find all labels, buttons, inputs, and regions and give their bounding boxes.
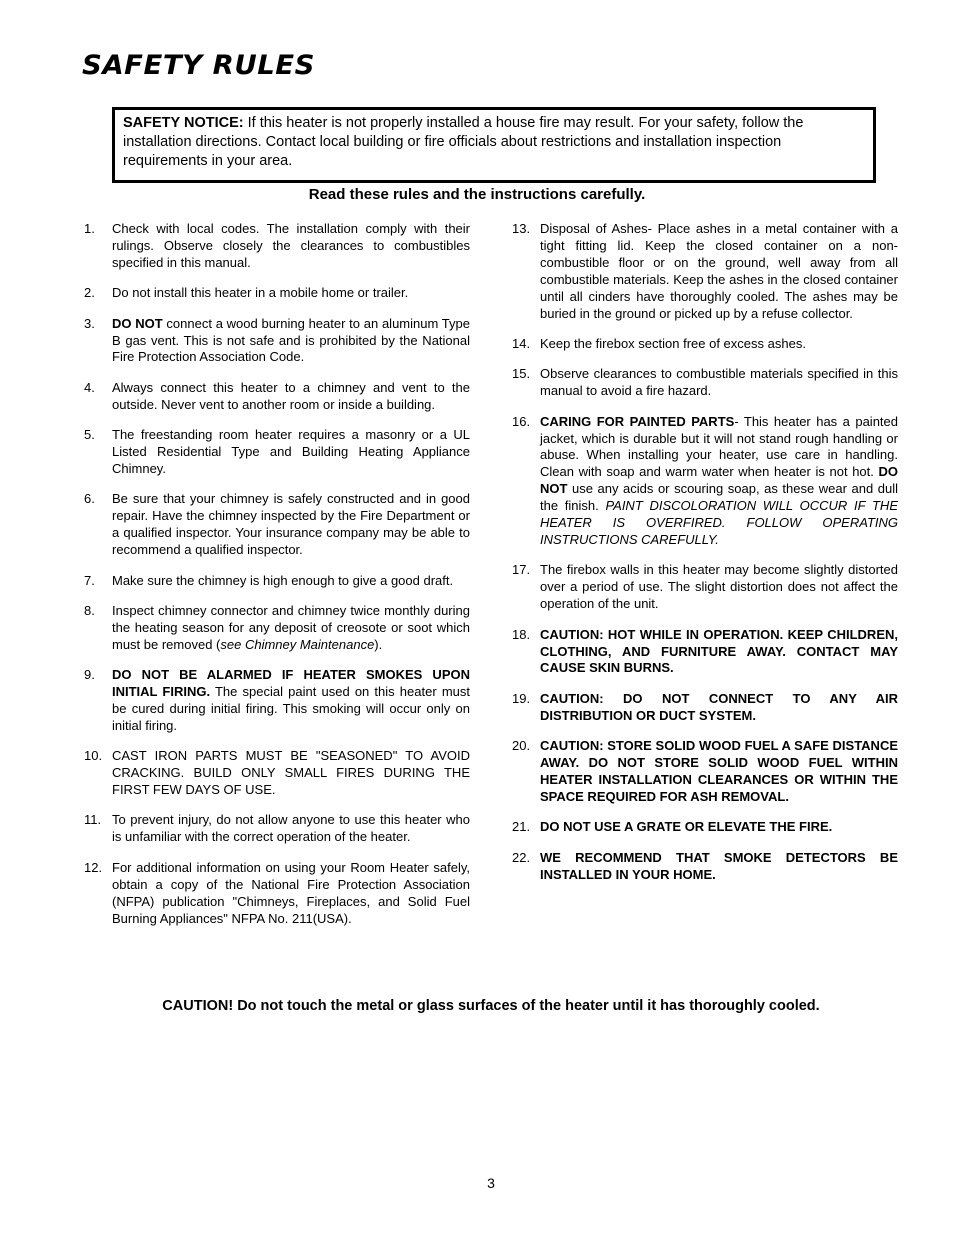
rule-item [512, 414, 898, 549]
rule-number: 3. [84, 315, 95, 331]
rule-number: 4. [84, 379, 95, 395]
rule-number: 13. [512, 221, 531, 236]
rule-text: Observe clearances to combustible materials specified in this manual to avoid a fire hazard. [540, 366, 898, 399]
rule-text: CAUTION: HOT WHILE IN OPERATION. KEEP CHILDREN, CLOTHING, AND FURNITURE AWAY. CONTACT MAY CAUSE SKIN BURNS. [540, 626, 898, 676]
rule-text: Do not install this heater in a mobile home or trailer. [112, 285, 409, 301]
rule-text: WE RECOMMEND THAT SMOKE DETECTORS BE INSTALLED IN YOUR HOME. [540, 849, 898, 882]
rule-item [512, 221, 898, 322]
rule-text: CAUTION: DO NOT CONNECT TO ANY AIR DISTRIBUTION OR DUCT SYSTEM. [540, 690, 898, 723]
rule-item [512, 738, 898, 806]
right-rules-column [512, 221, 898, 897]
rule-number: 15. [512, 366, 531, 382]
rule-number: 11. [84, 812, 102, 828]
left-rules-column [84, 221, 470, 941]
caution-footer: CAUTION! Do not touch the metal or glass surfaces of the heater until it has thoroughly cooled. [162, 998, 820, 1014]
rule-text: DO NOT connect a wood burning heater to an aluminum Type B gas vent. This is not safe and is prohibited by the National Fire Protection Association Code. [112, 315, 470, 365]
rule-item [84, 667, 470, 735]
rule-item [512, 627, 898, 678]
rule-item [84, 748, 470, 799]
rule-number: 10. [84, 748, 103, 764]
safety-notice-text: If this heater is not properly installed a house fire may result. For your safety, follow the installation directions. Contact local building or fire officials about restrictions and installation inspection requirements in your area. [123, 115, 804, 169]
rule-number: 1. [84, 221, 95, 236]
rule-item [512, 336, 898, 353]
rule-number: 19. [512, 690, 531, 706]
rule-text: Be sure that your chimney is safely constructed and in good repair. Have the chimney inspected by the Fire Department or a qualified inspector. Your insurance company may be able to recommend a qualified inspector. [112, 491, 470, 558]
rule-item [84, 380, 470, 414]
page-title: SAFETY RULES [82, 50, 315, 81]
rule-item [84, 285, 470, 302]
rule-text: Check with local codes. The installation comply with their rulings. Observe closely the clearances to combustibles specified in this manual. [112, 221, 470, 270]
rule-number: 20. [512, 738, 531, 754]
rule-text: For additional information on using your Room Heater safely, obtain a copy of the National Fire Protection Association (NFPA) publication "Chimneys, Fireplaces, and Solid Fuel Burning Appliances" NFPA No. 211(USA). [112, 859, 470, 926]
rule-item [84, 316, 470, 367]
rule-item [84, 491, 470, 559]
safety-notice-label: SAFETY NOTICE: [123, 115, 244, 131]
rule-item [512, 366, 898, 400]
rule-item [84, 860, 470, 928]
rule-item [512, 562, 898, 613]
rule-text: Disposal of Ashes- Place ashes in a metal container with a tight fitting lid. Keep the closed container on a non-combustible floor or on the ground, well away from all combustible materials. Keep the ashes in the closed container until all cinders have thoroughly cooled. The ashes may be buried in the ground or picked up by a refuse collector. [540, 221, 898, 321]
rule-number: 8. [84, 602, 95, 618]
rule-number: 16. [512, 413, 531, 429]
rule-item [84, 427, 470, 478]
rule-text: Keep the firebox section free of excess ashes. [540, 335, 806, 351]
rule-number: 18. [512, 626, 531, 642]
rule-item [512, 819, 898, 836]
rule-number: 14. [512, 335, 531, 351]
safety-notice-box [112, 107, 876, 183]
page-number: 3 [487, 1175, 495, 1191]
rule-text: CAST IRON PARTS MUST BE "SEASONED" TO AVOID CRACKING. BUILD ONLY SMALL FIRES DURING THE FIRST FEW DAYS OF USE. [112, 748, 470, 798]
rule-text: CARING FOR PAINTED PARTS- This heater has a painted jacket, which is durable but it will not stand rough handling or abuse. When installing your heater, use care in handling. Clean with soap and warm water when heater is not hot. DO NOT use any acids or scouring soap, as these wear and dull the finish. PAINT DISCOLORATION WILL OCCUR IF THE HEATER IS OVERFIRED. FOLLOW OPERATING INSTRUCTIONS CAREFULLY. [540, 413, 898, 547]
rule-number: 12. [84, 859, 103, 875]
rule-text: Make sure the chimney is high enough to give a good draft. [112, 572, 454, 588]
rule-number: 6. [84, 491, 95, 507]
rule-item [84, 603, 470, 654]
rule-item [84, 221, 470, 272]
instructions-subheading: Read these rules and the instructions carefully. [308, 186, 646, 203]
rule-number: 9. [84, 667, 95, 683]
rule-number: 5. [84, 427, 95, 443]
rule-text: The freestanding room heater requires a masonry or a UL Listed Residential Type and Building Heating Appliance Chimney. [112, 427, 470, 476]
rule-text: Always connect this heater to a chimney and vent to the outside. Never vent to another room or inside a building. [112, 379, 470, 412]
rule-number: 7. [84, 572, 95, 588]
rule-item [84, 573, 470, 590]
rule-number: 21. [512, 819, 531, 835]
rule-number: 2. [84, 285, 95, 301]
rule-text: DO NOT BE ALARMED IF HEATER SMOKES UPON INITIAL FIRING. The special paint used on this heater must be cured during initial firing. This smoking will occur only on initial firing. [112, 667, 470, 733]
rule-number: 22. [512, 849, 531, 865]
rule-text: CAUTION: STORE SOLID WOOD FUEL A SAFE DISTANCE AWAY. DO NOT STORE SOLID WOOD FUEL WITHIN HEATER INSTALLATION CLEARANCES OR WITHIN THE SPACE REQUIRED FOR ASH REMOVAL. [540, 738, 898, 804]
rule-item [84, 812, 470, 846]
rule-text: To prevent injury, do not allow anyone to use this heater who is unfamiliar with the correct operation of the heater. [112, 812, 470, 845]
rule-item [512, 691, 898, 725]
rule-text: DO NOT USE A GRATE OR ELEVATE THE FIRE. [540, 819, 833, 835]
rule-number: 17. [512, 562, 531, 578]
rule-item [512, 850, 898, 884]
rule-text: Inspect chimney connector and chimney twice monthly during the heating season for any deposit of creosote or soot which must be removed (see Chimney Maintenance). [112, 602, 470, 652]
rule-text: The firebox walls in this heater may become slightly distorted over a period of use. The slight distortion does not affect the operation of the unit. [540, 562, 898, 612]
